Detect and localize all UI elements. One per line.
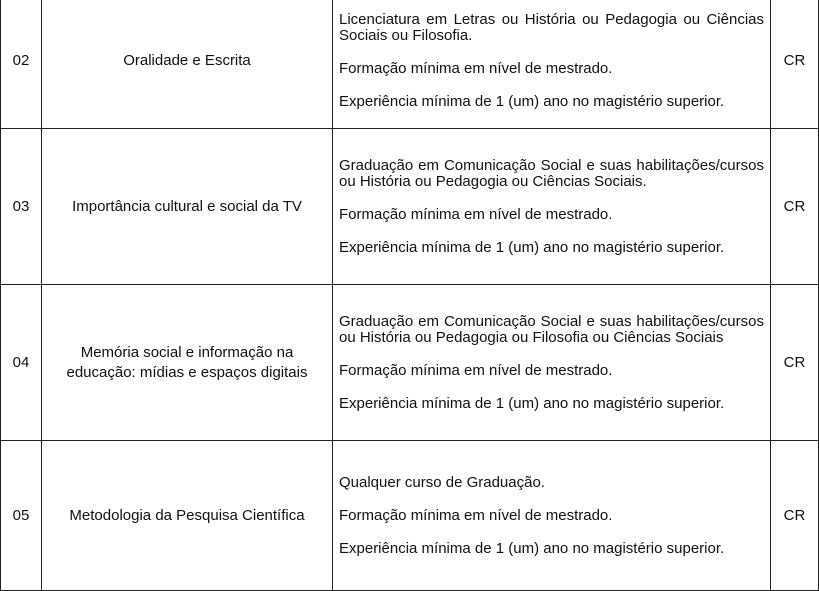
requirement-degree: Formação mínima em nível de mestrado.: [339, 361, 613, 379]
requirement-experience: Experiência mínima de 1 (um) ano no magistério superior.: [339, 394, 725, 412]
vacancies-cell: CR: [771, 0, 819, 129]
vacancies-cell: CR: [771, 441, 819, 591]
row-number: 05: [1, 441, 42, 591]
requirement-degree: Formação mínima em nível de mestrado.: [339, 205, 613, 223]
discipline-name: Metodologia da Pesquisa Científica: [42, 441, 333, 591]
requirement-graduation: Graduação em Comunicação Social e suas habilitações/cursos ou História ou Pedagogia ou Ciências Sociais.: [339, 156, 764, 190]
requirements-cell: [333, 129, 771, 285]
requirement-experience: Experiência mínima de 1 (um) ano no magistério superior.: [339, 92, 725, 110]
requirement-degree: Formação mínima em nível de mestrado.: [339, 59, 613, 77]
requirement-graduation: Licenciatura em Letras ou História ou Pedagogia ou Ciências Sociais ou Filosofia.: [339, 10, 764, 44]
requirement-experience: Experiência mínima de 1 (um) ano no magistério superior.: [339, 238, 725, 256]
requirement-degree: Formação mínima em nível de mestrado.: [339, 506, 613, 524]
requirement-experience: Experiência mínima de 1 (um) ano no magistério superior.: [339, 539, 725, 557]
requirements-cell: [333, 285, 771, 441]
requirement-graduation: Qualquer curso de Graduação.: [339, 473, 545, 491]
requirement-graduation: Graduação em Comunicação Social e suas habilitações/cursos ou História ou Pedagogia ou Filosofia ou Ciências Sociais: [339, 312, 764, 346]
table-row: [1, 285, 819, 441]
row-number: 03: [1, 129, 42, 285]
requirements-cell: [333, 0, 771, 129]
table-row: [1, 0, 819, 129]
discipline-name: Importância cultural e social da TV: [42, 129, 333, 285]
row-number: 04: [1, 285, 42, 441]
table-row: [1, 129, 819, 285]
vacancies-cell: CR: [771, 285, 819, 441]
discipline-name: Oralidade e Escrita: [42, 0, 333, 129]
row-number: 02: [1, 0, 42, 129]
discipline-name: Memória social e informação na educação: mídias e espaços digitais: [42, 285, 333, 441]
table-row: [1, 441, 819, 591]
vacancies-cell: CR: [771, 129, 819, 285]
requirements-cell: [333, 441, 771, 591]
